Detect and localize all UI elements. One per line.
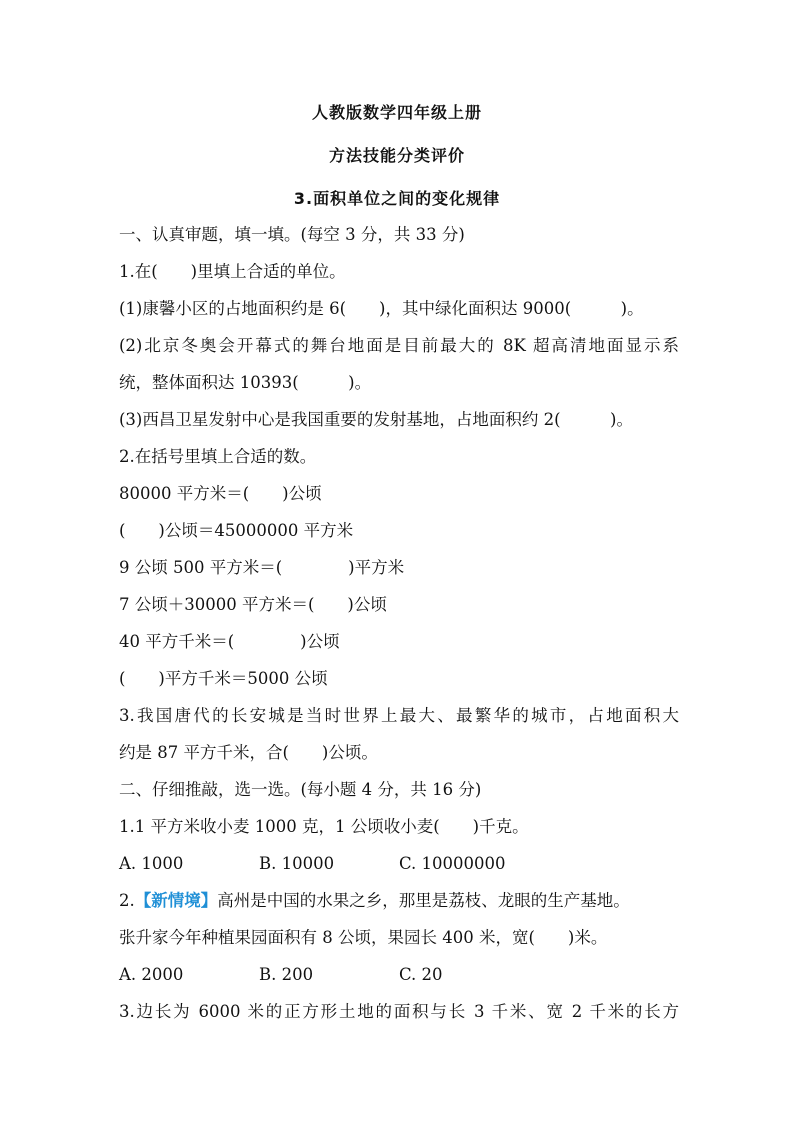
lesson-title: 3.面积单位之间的变化规律 xyxy=(293,189,501,208)
new-context-tag: 【新情境】 xyxy=(134,891,218,910)
conversion-line: 80000 平方米＝( )公顷 xyxy=(119,484,322,503)
conversion-line: 9 公顷 500 平方米＝( )平方米 xyxy=(119,558,405,577)
question-number: 2. xyxy=(119,891,135,910)
section1-heading: 一、认真审题，填一填。(每空 3 分，共 33 分) xyxy=(119,225,465,244)
option-a: A. 2000 xyxy=(119,965,184,984)
section2-heading: 二、仔细推敲，选一选。(每小题 4 分，共 16 分) xyxy=(119,780,482,799)
question-1-3a: 3.我国唐代的长安城是当时世界上最大、最繁华的城市，占地面积大 xyxy=(119,706,679,725)
unit-title: 方法技能分类评价 xyxy=(328,146,465,165)
question-1-1: 1.在( )里填上合适的单位。 xyxy=(119,262,346,281)
book-title: 人教版数学四年级上册 xyxy=(311,103,482,122)
question-2-2a xyxy=(119,890,679,912)
question-1-1-2a: (2)北京冬奥会开幕式的舞台地面是目前最大的 8K 超高清地面显示系 xyxy=(119,336,679,355)
question-1-1-1: (1)康馨小区的占地面积约是 6( )，其中绿化面积达 9000( )。 xyxy=(119,299,644,318)
question-1-3b: 约是 87 平方千米，合( )公顷。 xyxy=(119,743,378,762)
option-c: C. 20 xyxy=(399,965,443,984)
conversion-line: ( )平方千米＝5000 公顷 xyxy=(119,669,328,688)
question-2-1: 1.1 平方米收小麦 1000 克，1 公顷收小麦( )千克。 xyxy=(119,817,529,836)
question-1-2: 2.在括号里填上合适的数。 xyxy=(119,447,317,466)
question-2-3a: 3.边长为 6000 米的正方形土地的面积与长 3 千米、宽 2 千米的长方 xyxy=(119,1002,679,1021)
option-c: C. 10000000 xyxy=(399,854,506,873)
option-b: B. 10000 xyxy=(259,854,335,873)
question-2-2b: 张升家今年种植果园面积有 8 公顷，果园长 400 米，宽( )米。 xyxy=(119,928,608,947)
question-1-1-2b: 统，整体面积达 10393( )。 xyxy=(119,373,372,392)
option-b: B. 200 xyxy=(259,965,314,984)
conversion-line: 40 平方千米＝( )公顷 xyxy=(119,632,340,651)
conversion-line: 7 公顷＋30000 平方米＝( )公顷 xyxy=(119,595,387,614)
question-text: 高州是中国的水果之乡，那里是荔枝、龙眼的生产基地。 xyxy=(217,891,630,910)
conversion-line: ( )公顷＝45000000 平方米 xyxy=(119,521,354,540)
question-1-1-3: (3)西昌卫星发射中心是我国重要的发射基地，占地面积约 2( )。 xyxy=(119,410,633,429)
option-a: A. 1000 xyxy=(119,854,184,873)
